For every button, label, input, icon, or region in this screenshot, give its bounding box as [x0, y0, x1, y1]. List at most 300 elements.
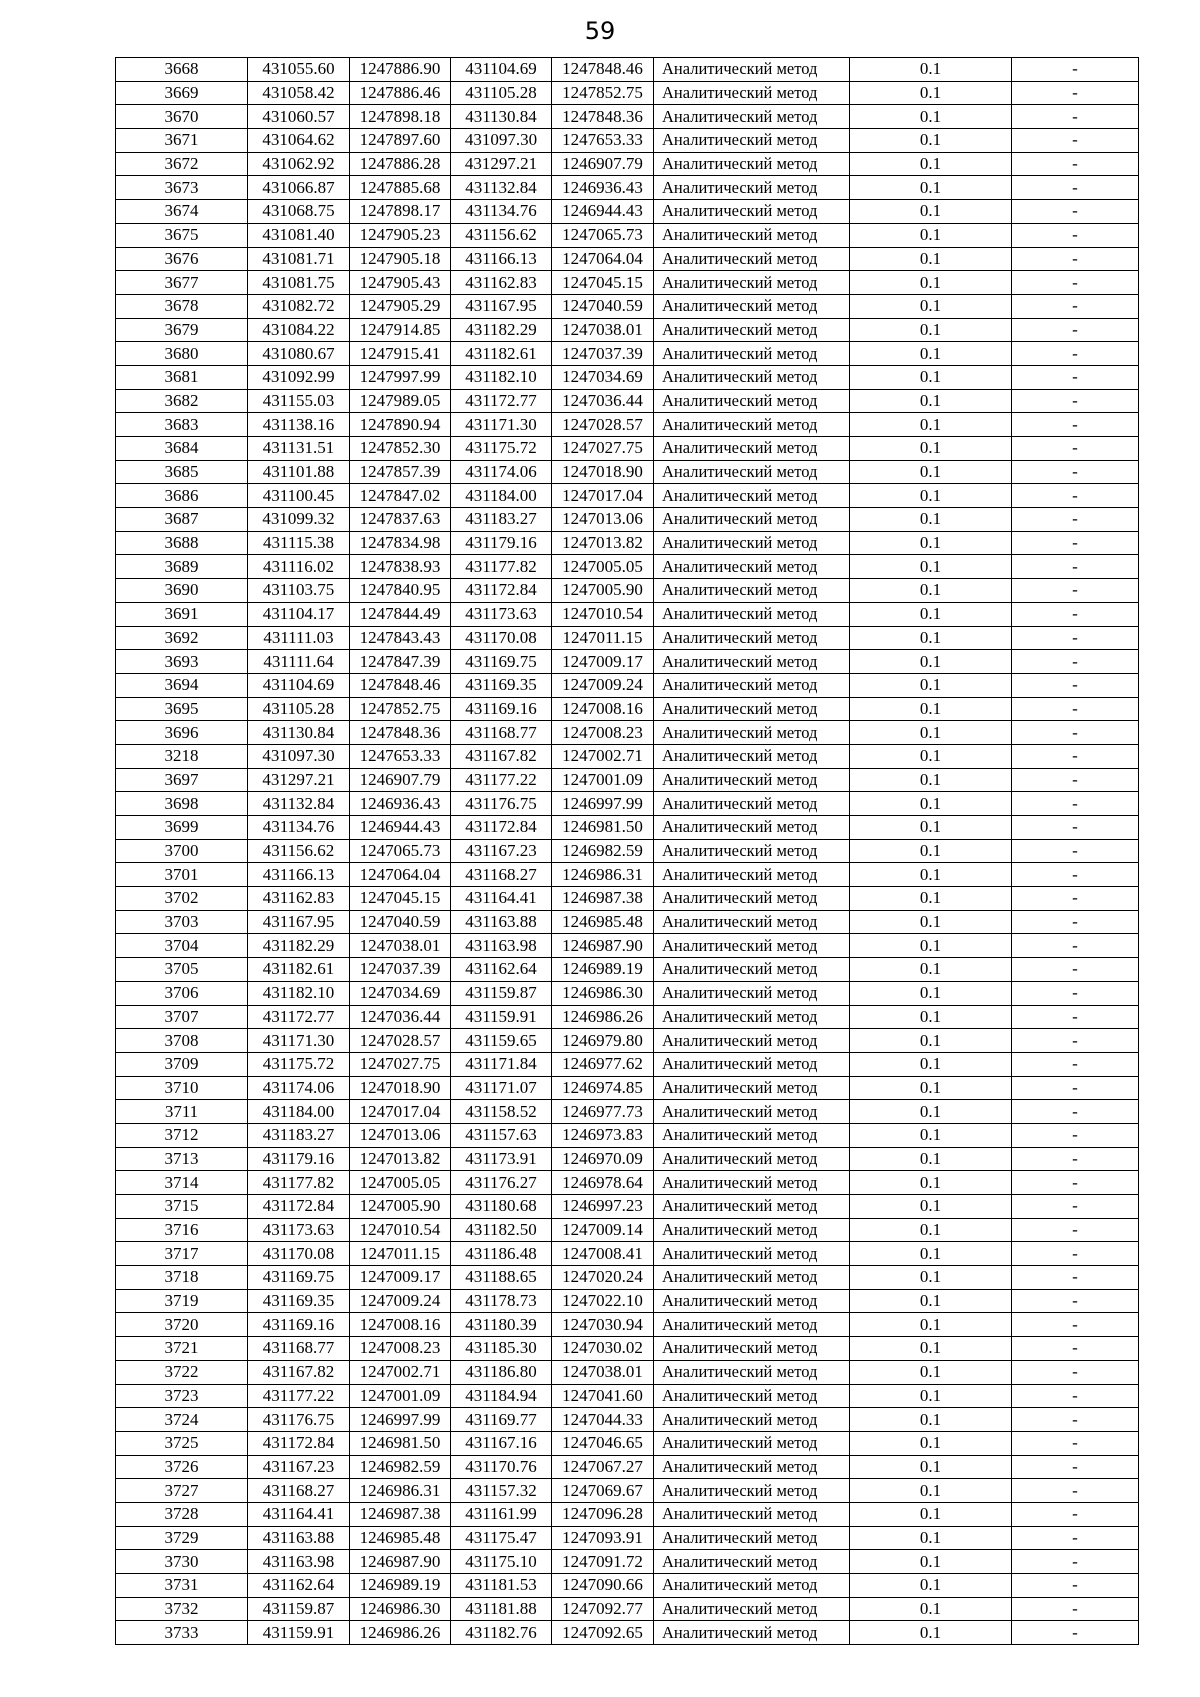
y2-cell: 1246982.59: [552, 839, 654, 863]
accuracy-cell: 0.1: [850, 58, 1012, 82]
x2-cell: 431162.64: [451, 958, 552, 982]
table-row: [116, 673, 1139, 697]
y1-cell: 1247915.41: [350, 342, 451, 366]
x1-cell: 431173.63: [248, 1218, 350, 1242]
y1-cell: 1247852.30: [350, 437, 451, 461]
table-row: [116, 1408, 1139, 1432]
accuracy-cell: 0.1: [850, 271, 1012, 295]
method-cell: Аналитический метод: [654, 1384, 850, 1408]
note-cell: -: [1012, 271, 1139, 295]
y2-cell: 1247034.69: [552, 365, 654, 389]
note-cell: -: [1012, 223, 1139, 247]
y1-cell: 1247001.09: [350, 1384, 451, 1408]
y1-cell: 1247905.18: [350, 247, 451, 271]
x2-cell: 431177.82: [451, 555, 552, 579]
table-row: [116, 958, 1139, 982]
note-cell: -: [1012, 365, 1139, 389]
table-row: [116, 413, 1139, 437]
method-cell: Аналитический метод: [654, 768, 850, 792]
method-cell: Аналитический метод: [654, 58, 850, 82]
y1-cell: 1247857.39: [350, 460, 451, 484]
x1-cell: 431182.61: [248, 958, 350, 982]
accuracy-cell: 0.1: [850, 1360, 1012, 1384]
note-cell: -: [1012, 579, 1139, 603]
point-number-cell: 3732: [116, 1597, 248, 1621]
y1-cell: 1246986.31: [350, 1479, 451, 1503]
table-row: [116, 1360, 1139, 1384]
method-cell: Аналитический метод: [654, 105, 850, 129]
y2-cell: 1247064.04: [552, 247, 654, 271]
y1-cell: 1246989.19: [350, 1574, 451, 1598]
y1-cell: 1246986.26: [350, 1621, 451, 1645]
note-cell: -: [1012, 981, 1139, 1005]
point-number-cell: 3688: [116, 531, 248, 555]
x2-cell: 431104.69: [451, 58, 552, 82]
y1-cell: 1247008.23: [350, 1337, 451, 1361]
table-row: [116, 839, 1139, 863]
x1-cell: 431081.40: [248, 223, 350, 247]
table-row: [116, 1384, 1139, 1408]
table-row: [116, 129, 1139, 153]
table-row: [116, 1574, 1139, 1598]
y2-cell: 1247008.16: [552, 697, 654, 721]
accuracy-cell: 0.1: [850, 721, 1012, 745]
x2-cell: 431168.27: [451, 863, 552, 887]
x1-cell: 431176.75: [248, 1408, 350, 1432]
note-cell: -: [1012, 887, 1139, 911]
accuracy-cell: 0.1: [850, 1195, 1012, 1219]
note-cell: -: [1012, 1502, 1139, 1526]
table-row: [116, 58, 1139, 82]
table-row: [116, 105, 1139, 129]
page-number: 59: [584, 17, 616, 45]
y1-cell: 1247838.93: [350, 555, 451, 579]
point-number-cell: 3733: [116, 1621, 248, 1645]
accuracy-cell: 0.1: [850, 910, 1012, 934]
note-cell: -: [1012, 1147, 1139, 1171]
x1-cell: 431111.64: [248, 650, 350, 674]
x2-cell: 431181.88: [451, 1597, 552, 1621]
y1-cell: 1247989.05: [350, 389, 451, 413]
table-row: [116, 176, 1139, 200]
x1-cell: 431297.21: [248, 768, 350, 792]
y1-cell: 1247653.33: [350, 744, 451, 768]
x1-cell: 431169.75: [248, 1266, 350, 1290]
note-cell: -: [1012, 318, 1139, 342]
method-cell: Аналитический метод: [654, 1479, 850, 1503]
x1-cell: 431167.95: [248, 910, 350, 934]
x1-cell: 431066.87: [248, 176, 350, 200]
x2-cell: 431157.63: [451, 1123, 552, 1147]
accuracy-cell: 0.1: [850, 555, 1012, 579]
x1-cell: 431172.84: [248, 1195, 350, 1219]
method-cell: Аналитический метод: [654, 176, 850, 200]
table-row: [116, 792, 1139, 816]
note-cell: -: [1012, 839, 1139, 863]
point-number-cell: 3697: [116, 768, 248, 792]
x1-cell: 431159.91: [248, 1621, 350, 1645]
table-row: [116, 1171, 1139, 1195]
y2-cell: 1247009.24: [552, 673, 654, 697]
point-number-cell: 3695: [116, 697, 248, 721]
x1-cell: 431162.64: [248, 1574, 350, 1598]
y1-cell: 1247834.98: [350, 531, 451, 555]
x2-cell: 431170.76: [451, 1455, 552, 1479]
x1-cell: 431097.30: [248, 744, 350, 768]
y2-cell: 1247067.27: [552, 1455, 654, 1479]
note-cell: -: [1012, 1408, 1139, 1432]
y1-cell: 1247017.04: [350, 1100, 451, 1124]
y2-cell: 1247046.65: [552, 1431, 654, 1455]
table-row: [116, 1195, 1139, 1219]
point-number-cell: 3677: [116, 271, 248, 295]
y2-cell: 1246986.26: [552, 1005, 654, 1029]
note-cell: -: [1012, 721, 1139, 745]
y1-cell: 1247011.15: [350, 1242, 451, 1266]
table-row: [116, 555, 1139, 579]
note-cell: -: [1012, 744, 1139, 768]
y2-cell: 1247041.60: [552, 1384, 654, 1408]
x1-cell: 431104.17: [248, 602, 350, 626]
accuracy-cell: 0.1: [850, 1076, 1012, 1100]
point-number-cell: 3704: [116, 934, 248, 958]
note-cell: -: [1012, 1100, 1139, 1124]
table-row: [116, 721, 1139, 745]
accuracy-cell: 0.1: [850, 176, 1012, 200]
point-number-cell: 3716: [116, 1218, 248, 1242]
method-cell: Аналитический метод: [654, 1005, 850, 1029]
y1-cell: 1247886.28: [350, 152, 451, 176]
y2-cell: 1247092.77: [552, 1597, 654, 1621]
point-number-cell: 3714: [116, 1171, 248, 1195]
note-cell: -: [1012, 1431, 1139, 1455]
method-cell: Аналитический метод: [654, 981, 850, 1005]
x2-cell: 431169.75: [451, 650, 552, 674]
x2-cell: 431171.30: [451, 413, 552, 437]
table-row: [116, 1479, 1139, 1503]
accuracy-cell: 0.1: [850, 129, 1012, 153]
x2-cell: 431186.48: [451, 1242, 552, 1266]
point-number-cell: 3706: [116, 981, 248, 1005]
table-row: [116, 1502, 1139, 1526]
table-row: [116, 200, 1139, 224]
x2-cell: 431175.72: [451, 437, 552, 461]
x2-cell: 431132.84: [451, 176, 552, 200]
y2-cell: 1247069.67: [552, 1479, 654, 1503]
method-cell: Аналитический метод: [654, 1289, 850, 1313]
accuracy-cell: 0.1: [850, 1100, 1012, 1124]
point-number-cell: 3692: [116, 626, 248, 650]
note-cell: -: [1012, 792, 1139, 816]
x1-cell: 431184.00: [248, 1100, 350, 1124]
y2-cell: 1247092.65: [552, 1621, 654, 1645]
method-cell: Аналитический метод: [654, 1455, 850, 1479]
accuracy-cell: 0.1: [850, 579, 1012, 603]
x2-cell: 431171.07: [451, 1076, 552, 1100]
x2-cell: 431166.13: [451, 247, 552, 271]
accuracy-cell: 0.1: [850, 294, 1012, 318]
method-cell: Аналитический метод: [654, 1171, 850, 1195]
accuracy-cell: 0.1: [850, 1242, 1012, 1266]
point-number-cell: 3719: [116, 1289, 248, 1313]
x1-cell: 431092.99: [248, 365, 350, 389]
method-cell: Аналитический метод: [654, 839, 850, 863]
y1-cell: 1246987.38: [350, 1502, 451, 1526]
x2-cell: 431169.77: [451, 1408, 552, 1432]
accuracy-cell: 0.1: [850, 1266, 1012, 1290]
accuracy-cell: 0.1: [850, 1384, 1012, 1408]
y2-cell: 1247009.17: [552, 650, 654, 674]
point-number-cell: 3726: [116, 1455, 248, 1479]
accuracy-cell: 0.1: [850, 1289, 1012, 1313]
table-row: [116, 1076, 1139, 1100]
y2-cell: 1247037.39: [552, 342, 654, 366]
y1-cell: 1247897.60: [350, 129, 451, 153]
note-cell: -: [1012, 1360, 1139, 1384]
x2-cell: 431173.63: [451, 602, 552, 626]
note-cell: -: [1012, 958, 1139, 982]
note-cell: -: [1012, 816, 1139, 840]
note-cell: -: [1012, 531, 1139, 555]
y2-cell: 1247028.57: [552, 413, 654, 437]
method-cell: Аналитический метод: [654, 200, 850, 224]
method-cell: Аналитический метод: [654, 437, 850, 461]
note-cell: -: [1012, 105, 1139, 129]
y2-cell: 1247044.33: [552, 1408, 654, 1432]
x1-cell: 431159.87: [248, 1597, 350, 1621]
accuracy-cell: 0.1: [850, 1550, 1012, 1574]
y1-cell: 1247040.59: [350, 910, 451, 934]
method-cell: Аналитический метод: [654, 1147, 850, 1171]
y1-cell: 1247885.68: [350, 176, 451, 200]
x2-cell: 431167.95: [451, 294, 552, 318]
y2-cell: 1247030.02: [552, 1337, 654, 1361]
y2-cell: 1247038.01: [552, 318, 654, 342]
point-number-cell: 3720: [116, 1313, 248, 1337]
y1-cell: 1246982.59: [350, 1455, 451, 1479]
table-row: [116, 81, 1139, 105]
table-row: [116, 152, 1139, 176]
x2-cell: 431180.68: [451, 1195, 552, 1219]
y1-cell: 1247036.44: [350, 1005, 451, 1029]
accuracy-cell: 0.1: [850, 1171, 1012, 1195]
method-cell: Аналитический метод: [654, 1550, 850, 1574]
x1-cell: 431068.75: [248, 200, 350, 224]
table-row: [116, 626, 1139, 650]
table-row: [116, 223, 1139, 247]
note-cell: -: [1012, 1479, 1139, 1503]
x2-cell: 431164.41: [451, 887, 552, 911]
y2-cell: 1246944.43: [552, 200, 654, 224]
method-cell: Аналитический метод: [654, 1029, 850, 1053]
accuracy-cell: 0.1: [850, 105, 1012, 129]
method-cell: Аналитический метод: [654, 318, 850, 342]
method-cell: Аналитический метод: [654, 958, 850, 982]
y2-cell: 1247848.46: [552, 58, 654, 82]
x2-cell: 431174.06: [451, 460, 552, 484]
x1-cell: 431060.57: [248, 105, 350, 129]
point-number-cell: 3682: [116, 389, 248, 413]
y1-cell: 1247848.36: [350, 721, 451, 745]
method-cell: Аналитический метод: [654, 602, 850, 626]
y2-cell: 1247009.14: [552, 1218, 654, 1242]
y2-cell: 1246936.43: [552, 176, 654, 200]
point-number-cell: 3681: [116, 365, 248, 389]
point-number-cell: 3705: [116, 958, 248, 982]
x1-cell: 431134.76: [248, 816, 350, 840]
note-cell: -: [1012, 413, 1139, 437]
note-cell: -: [1012, 863, 1139, 887]
x2-cell: 431161.99: [451, 1502, 552, 1526]
x1-cell: 431100.45: [248, 484, 350, 508]
method-cell: Аналитический метод: [654, 1597, 850, 1621]
y1-cell: 1247005.05: [350, 1171, 451, 1195]
accuracy-cell: 0.1: [850, 1005, 1012, 1029]
y1-cell: 1247028.57: [350, 1029, 451, 1053]
y2-cell: 1247038.01: [552, 1360, 654, 1384]
method-cell: Аналитический метод: [654, 650, 850, 674]
point-number-cell: 3691: [116, 602, 248, 626]
y2-cell: 1247005.05: [552, 555, 654, 579]
y1-cell: 1247886.46: [350, 81, 451, 105]
table-row: [116, 768, 1139, 792]
y1-cell: 1246944.43: [350, 816, 451, 840]
y2-cell: 1247013.82: [552, 531, 654, 555]
method-cell: Аналитический метод: [654, 81, 850, 105]
y2-cell: 1246979.80: [552, 1029, 654, 1053]
accuracy-cell: 0.1: [850, 437, 1012, 461]
x1-cell: 431103.75: [248, 579, 350, 603]
y2-cell: 1246907.79: [552, 152, 654, 176]
method-cell: Аналитический метод: [654, 271, 850, 295]
accuracy-cell: 0.1: [850, 1526, 1012, 1550]
note-cell: -: [1012, 1242, 1139, 1266]
accuracy-cell: 0.1: [850, 1597, 1012, 1621]
x1-cell: 431080.67: [248, 342, 350, 366]
x2-cell: 431167.23: [451, 839, 552, 863]
accuracy-cell: 0.1: [850, 697, 1012, 721]
accuracy-cell: 0.1: [850, 1621, 1012, 1645]
x1-cell: 431064.62: [248, 129, 350, 153]
x1-cell: 431084.22: [248, 318, 350, 342]
x2-cell: 431169.16: [451, 697, 552, 721]
accuracy-cell: 0.1: [850, 1502, 1012, 1526]
note-cell: -: [1012, 129, 1139, 153]
y1-cell: 1247064.04: [350, 863, 451, 887]
method-cell: Аналитический метод: [654, 863, 850, 887]
x2-cell: 431180.39: [451, 1313, 552, 1337]
note-cell: -: [1012, 484, 1139, 508]
point-number-cell: 3676: [116, 247, 248, 271]
table-row: [116, 389, 1139, 413]
point-number-cell: 3671: [116, 129, 248, 153]
y2-cell: 1247020.24: [552, 1266, 654, 1290]
x2-cell: 431183.27: [451, 508, 552, 532]
method-cell: Аналитический метод: [654, 1526, 850, 1550]
table-row: [116, 697, 1139, 721]
x2-cell: 431184.00: [451, 484, 552, 508]
note-cell: -: [1012, 768, 1139, 792]
accuracy-cell: 0.1: [850, 744, 1012, 768]
accuracy-cell: 0.1: [850, 1052, 1012, 1076]
x1-cell: 431179.16: [248, 1147, 350, 1171]
y2-cell: 1247096.28: [552, 1502, 654, 1526]
method-cell: Аналитический метод: [654, 413, 850, 437]
x2-cell: 431177.22: [451, 768, 552, 792]
y2-cell: 1246970.09: [552, 1147, 654, 1171]
note-cell: -: [1012, 389, 1139, 413]
accuracy-cell: 0.1: [850, 1029, 1012, 1053]
x2-cell: 431163.98: [451, 934, 552, 958]
x2-cell: 431130.84: [451, 105, 552, 129]
y1-cell: 1247914.85: [350, 318, 451, 342]
table-row: [116, 981, 1139, 1005]
y2-cell: 1247852.75: [552, 81, 654, 105]
method-cell: Аналитический метод: [654, 223, 850, 247]
x1-cell: 431155.03: [248, 389, 350, 413]
x2-cell: 431167.16: [451, 1431, 552, 1455]
x1-cell: 431082.72: [248, 294, 350, 318]
y1-cell: 1247840.95: [350, 579, 451, 603]
method-cell: Аналитический метод: [654, 697, 850, 721]
note-cell: -: [1012, 460, 1139, 484]
point-number-cell: 3687: [116, 508, 248, 532]
table-row: [116, 437, 1139, 461]
y1-cell: 1247837.63: [350, 508, 451, 532]
x2-cell: 431170.08: [451, 626, 552, 650]
note-cell: -: [1012, 910, 1139, 934]
point-number-cell: 3672: [116, 152, 248, 176]
note-cell: -: [1012, 555, 1139, 579]
table-row: [116, 271, 1139, 295]
x2-cell: 431105.28: [451, 81, 552, 105]
accuracy-cell: 0.1: [850, 958, 1012, 982]
point-number-cell: 3674: [116, 200, 248, 224]
table-row: [116, 1123, 1139, 1147]
y2-cell: 1246981.50: [552, 816, 654, 840]
x2-cell: 431097.30: [451, 129, 552, 153]
x2-cell: 431182.50: [451, 1218, 552, 1242]
method-cell: Аналитический метод: [654, 1360, 850, 1384]
table-row: [116, 1526, 1139, 1550]
note-cell: -: [1012, 1076, 1139, 1100]
y2-cell: 1246973.83: [552, 1123, 654, 1147]
x2-cell: 431169.35: [451, 673, 552, 697]
note-cell: -: [1012, 1052, 1139, 1076]
table-row: [116, 365, 1139, 389]
y2-cell: 1247030.94: [552, 1313, 654, 1337]
accuracy-cell: 0.1: [850, 1218, 1012, 1242]
point-number-cell: 3689: [116, 555, 248, 579]
y1-cell: 1247013.06: [350, 1123, 451, 1147]
x2-cell: 431185.30: [451, 1337, 552, 1361]
note-cell: -: [1012, 626, 1139, 650]
method-cell: Аналитический метод: [654, 721, 850, 745]
point-number-cell: 3690: [116, 579, 248, 603]
accuracy-cell: 0.1: [850, 247, 1012, 271]
y2-cell: 1247008.41: [552, 1242, 654, 1266]
table-row: [116, 579, 1139, 603]
accuracy-cell: 0.1: [850, 389, 1012, 413]
y2-cell: 1247653.33: [552, 129, 654, 153]
y2-cell: 1246987.38: [552, 887, 654, 911]
accuracy-cell: 0.1: [850, 1431, 1012, 1455]
x2-cell: 431159.87: [451, 981, 552, 1005]
x2-cell: 431162.83: [451, 271, 552, 295]
y2-cell: 1246974.85: [552, 1076, 654, 1100]
note-cell: -: [1012, 176, 1139, 200]
point-number-cell: 3712: [116, 1123, 248, 1147]
